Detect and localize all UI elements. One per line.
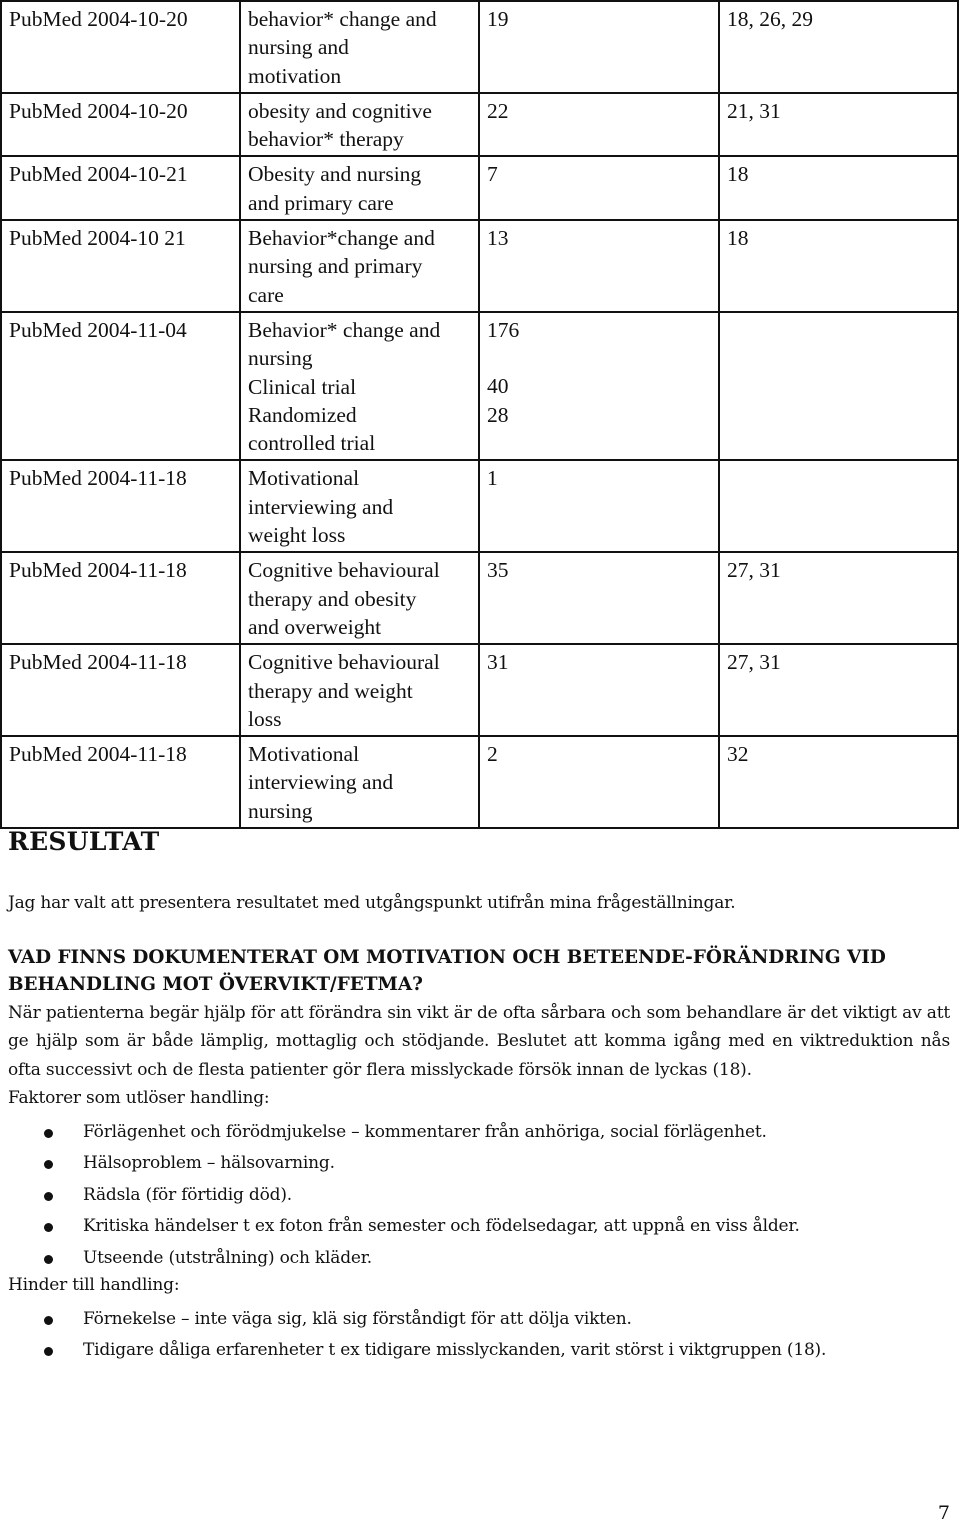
search-term-line: behavior* therapy [248,127,404,152]
search-term-line: weight loss [248,523,346,548]
intro-paragraph: Jag har valt att presentera resultatet med utgångspunkt utifrån mina frågeställningar. [8,893,736,913]
section-heading: RESULTAT [8,827,160,856]
table-row [1,460,958,552]
bullet-text: Utseende (utstrålning) och kläder. [83,1247,373,1268]
database-name: PubMed [9,650,82,675]
search-term-line: and overweight [248,614,382,639]
search-term-line: Behavior* change and [248,317,441,342]
factor-item [8,1180,950,1211]
search-term-line: and primary care [248,190,394,215]
hits-cell [479,156,719,220]
database-date-cell [1,736,240,828]
database-name: PubMed [9,317,82,342]
database-name: PubMed [9,466,82,491]
search-term-line: Motivational [248,742,360,767]
database-date-cell [1,460,240,552]
search-date: 2004-10-21 [87,162,188,187]
table-row [1,736,958,828]
search-terms-cell [240,93,479,157]
table-row [1,1,958,93]
hits-cell [479,220,719,312]
database-name: PubMed [9,7,82,31]
search-terms-cell [240,460,479,552]
hits-cell [479,644,719,736]
search-term-line: Clinical trial [248,374,357,399]
factor-item [8,1148,950,1179]
search-term-line: behavior* change and [248,7,437,31]
table-row [1,552,958,644]
hit-count: 7 [487,162,498,187]
hit-count: 28 [487,402,509,427]
bullet-icon [44,1223,53,1232]
selected-refs-cell: 18, 26, 29 [719,1,958,93]
hit-count: 2 [487,742,498,767]
table-row [1,312,958,460]
hit-count: 176 [487,317,520,342]
search-term-line: controlled trial [248,431,376,456]
table-row [1,93,958,157]
hits-cell [479,736,719,828]
database-date-cell [1,156,240,220]
hits-cell [479,1,719,93]
selected-refs-cell: 27, 31 [719,644,958,736]
hit-count: 13 [487,226,509,251]
database-name: PubMed [9,558,82,583]
table-row [1,220,958,312]
search-term-line: Randomized [248,402,357,427]
factor-item [8,1243,950,1274]
hit-count: 22 [487,98,509,123]
search-date: 2004-11-18 [87,650,187,675]
selected-refs-cell: 18 [719,156,958,220]
bullet-text: Rädsla (för förtidig död). [83,1184,292,1205]
selected-refs-cell [719,312,958,460]
search-term-line: nursing [248,346,313,371]
selected-refs-cell: 18 [719,220,958,312]
search-term-line: obesity and cognitive [248,98,432,123]
database-date-cell [1,1,240,93]
search-term-line: nursing [248,798,313,823]
barrier-item [8,1304,950,1335]
search-term-line: nursing and [248,35,349,60]
question-heading: VAD FINNS DOKUMENTERAT OM MOTIVATION OCH BETEENDE-FÖRÄNDRING VID BEHANDLING MOT ÖVERVIKT/FETMA? [8,946,886,996]
bullet-text: Kritiska händelser t ex foton från semester och födelsedagar, att uppnå en viss ålder. [83,1216,800,1237]
search-term-line: loss [248,706,282,731]
search-date: 2004-10-20 [87,7,188,31]
search-term-line: Motivational [248,466,360,491]
bullet-icon [44,1255,53,1264]
database-name: PubMed [9,98,82,123]
bullet-icon [44,1192,53,1201]
selected-refs-cell: 21, 31 [719,93,958,157]
body-paragraph: När patienterna begär hjälp för att förändra sin vikt är de ofta sårbara och som behandlare är det viktigt av att ge hjälp som är både lämplig, mottaglig och stödjande. Beslutet att komma igång med en viktreduktion nås ofta successivt och de flesta patienter gör flera misslyckade försök innan de lyckas (18). [8,1002,950,1080]
database-date-cell [1,312,240,460]
search-term-line: Obesity and nursing [248,162,422,187]
search-date: 2004-11-18 [87,466,187,491]
hits-cell [479,312,719,460]
barriers-list [8,1304,950,1367]
search-term-line: care [248,282,284,307]
database-date-cell [1,552,240,644]
search-term-line: Cognitive behavioural [248,558,440,583]
search-terms-cell [240,312,479,460]
hit-count [487,344,711,372]
selected-refs-cell: 32 [719,736,958,828]
search-terms-cell [240,644,479,736]
search-terms-cell [240,220,479,312]
bullet-text: Förnekelse – inte väga sig, klä sig förståndigt för att dölja vikten. [83,1308,632,1329]
database-date-cell [1,93,240,157]
search-term-line: interviewing and [248,770,394,795]
search-term-line: therapy and obesity [248,586,417,611]
selected-refs-cell [719,460,958,552]
hit-count: 35 [487,558,509,583]
database-name: PubMed [9,162,82,187]
hits-cell [479,93,719,157]
hits-cell [479,552,719,644]
search-terms-cell [240,736,479,828]
result-section [8,822,950,1366]
hit-count: 31 [487,650,509,675]
bullet-icon [44,1160,53,1169]
search-terms-cell [240,1,479,93]
selected-refs-cell: 27, 31 [719,552,958,644]
bullet-text: Hälsoproblem – hälsovarning. [83,1153,335,1174]
search-term-line: Cognitive behavioural [248,650,440,675]
hit-count: 40 [487,374,509,399]
search-term-line: motivation [248,63,342,88]
search-terms-cell [240,156,479,220]
barriers-label: Hinder till handling: [8,1275,180,1295]
table-row [1,644,958,736]
search-date: 2004-11-18 [87,742,187,767]
barrier-item [8,1335,950,1366]
database-date-cell [1,220,240,312]
factor-item [8,1211,950,1242]
search-date: 2004-10-20 [87,98,188,123]
factors-label: Faktorer som utlöser handling: [8,1088,270,1109]
bullet-icon [44,1129,53,1138]
search-date: 2004-11-04 [87,317,187,342]
bullet-text: Förlägenhet och förödmjukelse – kommentarer från anhöriga, social förlägenhet. [83,1121,767,1142]
hit-count: 19 [487,7,509,31]
search-term-line: Behavior*change and [248,226,435,251]
page-number: 7 [937,1502,950,1524]
search-terms-cell [240,552,479,644]
search-date: 2004-10 21 [87,226,186,251]
factors-list [8,1117,950,1274]
search-term-line: nursing and primary [248,254,423,279]
search-term-line: therapy and weight [248,678,413,703]
bullet-icon [44,1347,53,1356]
bullet-text: Tidigare dåliga erfarenheter t ex tidigare misslyckanden, varit störst i viktgruppen (18). [83,1340,827,1360]
bullet-icon [44,1316,53,1325]
factor-item [8,1117,950,1148]
hits-cell [479,460,719,552]
hit-count: 1 [487,466,498,491]
database-date-cell [1,644,240,736]
database-name: PubMed [9,226,82,251]
table-row [1,156,958,220]
search-term-line: interviewing and [248,494,394,519]
database-name: PubMed [9,742,82,767]
search-date: 2004-11-18 [87,558,187,583]
